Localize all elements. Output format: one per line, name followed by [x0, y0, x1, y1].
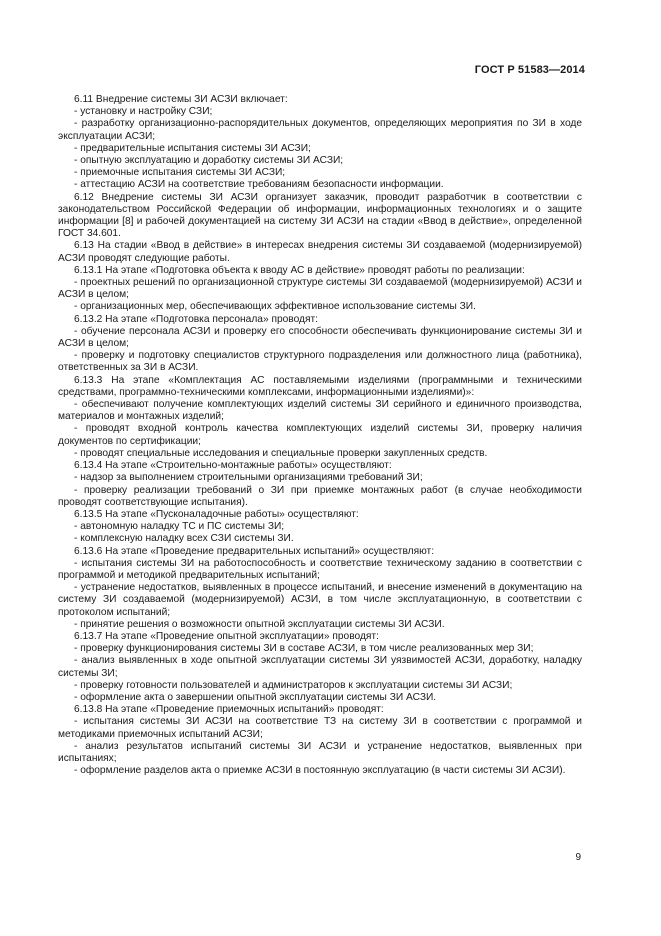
paragraph: - испытания системы ЗИ АСЗИ на соответствие ТЗ на систему ЗИ в соответствии с программой и методиками приемочных испытаний АСЗИ; — [58, 716, 582, 740]
paragraph: 6.12 Внедрение системы ЗИ АСЗИ организует заказчик, проводит разработчик в соответствии с законодательством Российской Федерации об информации, информационных технологиях и о защите информации [8] и рабочей документацией на систему ЗИ АСЗИ на стадии «Ввод в действие», определенной ГОСТ 34.601. — [58, 191, 582, 240]
paragraph: 6.13.3 На этапе «Комплектация АС поставляемыми изделиями (программными и техническими средствами, программно-техническими комплексами, информационными изделиями)»: — [58, 374, 582, 398]
paragraph: - проверку и подготовку специалистов структурного подразделения или должностного лица (работника), ответственных за ЗИ в АСЗИ. — [58, 350, 582, 374]
paragraph: - надзор за выполнением строительными организациями требований ЗИ; — [74, 472, 423, 484]
paragraph: - испытания системы ЗИ на работоспособность и соответствие техническому заданию в соответствии с программой и методикой предварительных испытаний; — [58, 557, 582, 581]
paragraph: - аттестацию АСЗИ на соответствие требованиям безопасности информации. — [74, 179, 444, 191]
paragraph: - оформление акта о завершении опытной эксплуатации системы ЗИ АСЗИ. — [74, 691, 437, 703]
paragraph: - предварительные испытания системы ЗИ АСЗИ; — [74, 142, 311, 154]
page-number: 9 — [575, 852, 581, 863]
paragraph: - установку и настройку СЗИ; — [74, 106, 213, 118]
paragraph: - анализ результатов испытаний системы ЗИ АСЗИ и устранение недостатков, выявленных при испытаниях; — [58, 740, 582, 764]
paragraph: - автономную наладку ТС и ПС системы ЗИ; — [74, 521, 285, 533]
paragraph: 6.13.5 На этапе «Пусконаладочные работы» осуществляют: — [74, 508, 359, 520]
document-id: ГОСТ Р 51583—2014 — [474, 64, 585, 76]
paragraph: 6.13.7 На этапе «Проведение опытной эксплуатации» проводят: — [74, 630, 379, 642]
paragraph: - проводят входной контроль качества комплектующих изделий системы ЗИ, проверку наличия документов по сертификации; — [58, 423, 582, 447]
paragraph: 6.13 На стадии «Ввод в действие» в интересах внедрения системы ЗИ создаваемой (модернизируемой) АСЗИ проводят следующие работы. — [58, 240, 582, 264]
paragraph: - проектных решений по организационной структуре системы ЗИ создаваемой (модернизируемой) АСЗИ и АСЗИ в целом; — [58, 277, 582, 301]
paragraph: - проверку реализации требований о ЗИ при приемке монтажных работ (в случае необходимости проводят соответствующие испытания). — [58, 484, 582, 508]
paragraph: 6.13.2 На этапе «Подготовка персонала» проводят: — [74, 313, 318, 325]
paragraph: - оформление разделов акта о приемке АСЗИ в постоянную эксплуатацию (в части системы ЗИ АСЗИ). — [74, 765, 566, 777]
paragraph: - разработку организационно-распорядительных документов, определяющих мероприятия по ЗИ в ходе эксплуатации АСЗИ; — [58, 118, 582, 142]
paragraph: - комплексную наладку всех СЗИ системы ЗИ. — [74, 533, 294, 545]
paragraph: 6.13.1 На этапе «Подготовка объекта к вводу АС в действие» проводят работы по реализации: — [74, 264, 525, 276]
paragraph: - устранение недостатков, выявленных в процессе испытаний, и внесение изменений в документацию на систему ЗИ создаваемой (модернизируемой) АСЗИ, в том числе эксплуатационную, в соответствии с протоколом испытаний; — [58, 582, 582, 618]
paragraph: 6.13.4 На этапе «Строительно-монтажные работы» осуществляют: — [74, 460, 392, 472]
paragraph: - принятие решения о возможности опытной эксплуатации системы ЗИ АСЗИ. — [74, 618, 445, 630]
paragraph: 6.13.6 На этапе «Проведение предварительных испытаний» осуществляют: — [74, 545, 435, 557]
paragraph: - обучение персонала АСЗИ и проверку его способности обеспечивать функционирование системы ЗИ и АСЗИ в целом; — [58, 325, 582, 350]
paragraph: - проводят специальные исследования и специальные проверки закупленных средств. — [74, 447, 488, 459]
paragraph: 6.11 Внедрение системы ЗИ АСЗИ включает: — [74, 94, 288, 105]
paragraph: - организационных мер, обеспечивающих эффективное использование системы ЗИ. — [74, 301, 476, 313]
paragraph: - обеспечивают получение комплектующих изделий системы ЗИ серийного и единичного производства, материалов и монтажных изделий; — [58, 399, 582, 423]
document-body — [58, 94, 582, 777]
document-header — [475, 64, 585, 76]
paragraph: - анализ выявленных в ходе опытной эксплуатации системы ЗИ уязвимостей АСЗИ, доработку, наладку системы ЗИ; — [58, 655, 582, 679]
paragraph: - проверку готовности пользователей и администраторов к эксплуатации системы ЗИ АСЗИ; — [74, 679, 513, 691]
paragraph: - проверку функционирования системы ЗИ в составе АСЗИ, в том числе реализованных мер ЗИ; — [74, 643, 534, 655]
paragraph: 6.13.8 На этапе «Проведение приемочных испытаний» проводят: — [74, 704, 384, 716]
paragraph: - приемочные испытания системы ЗИ АСЗИ; — [74, 167, 286, 179]
paragraph: - опытную эксплуатацию и доработку системы ЗИ АСЗИ; — [74, 155, 344, 167]
